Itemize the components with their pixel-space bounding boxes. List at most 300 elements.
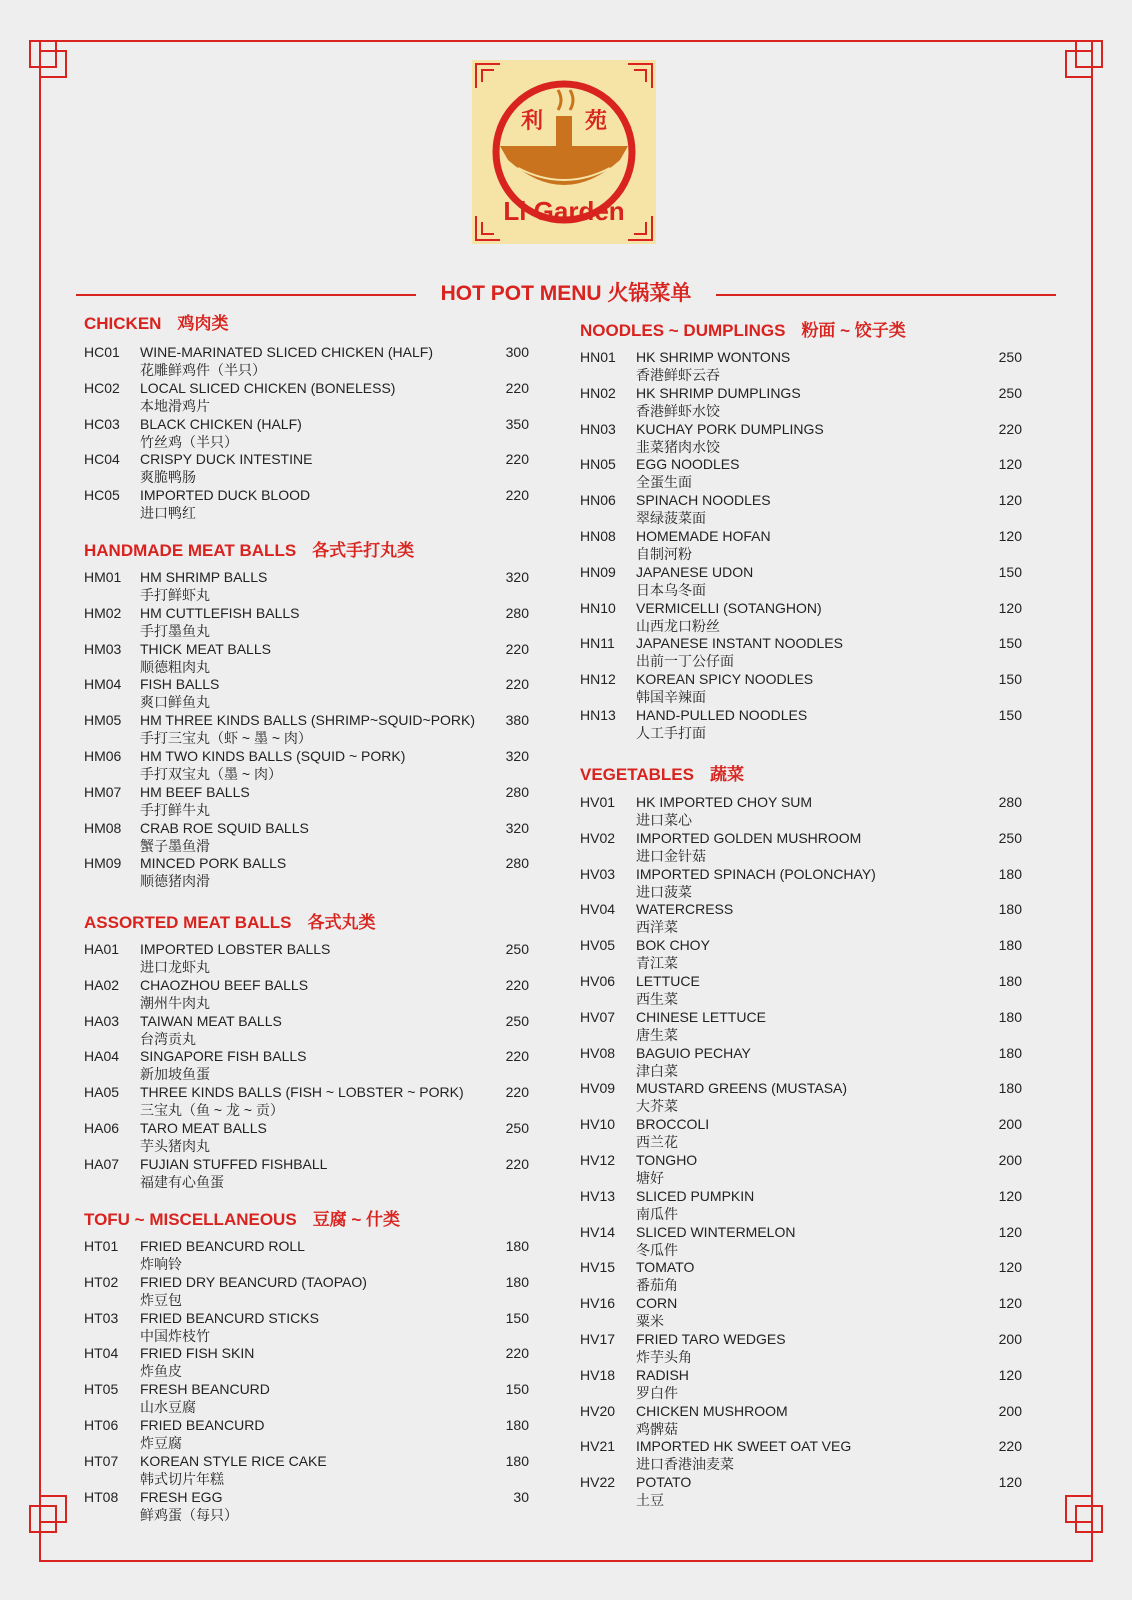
item-name-en: IMPORTED GOLDEN MUSHROOM — [636, 829, 862, 846]
menu-item — [84, 940, 529, 976]
item-code: HV21 — [580, 1438, 616, 1455]
item-price: 320 — [505, 819, 529, 836]
menu-item — [580, 972, 1022, 1008]
item-code: HT07 — [84, 1452, 119, 1469]
menu-item — [84, 1083, 529, 1119]
corner-ornament-bottom-right — [1065, 1495, 1103, 1533]
item-price: 250 — [998, 829, 1022, 846]
item-code: HM08 — [84, 819, 122, 836]
item-price: 180 — [998, 1080, 1022, 1097]
item-code: HV18 — [580, 1366, 616, 1383]
item-code: HV17 — [580, 1331, 616, 1347]
item-code: HN09 — [580, 563, 616, 580]
menu-item — [580, 1330, 1022, 1366]
item-code: HT01 — [84, 1238, 119, 1254]
item-price: 350 — [505, 415, 529, 432]
item-name-zh: 大芥菜 — [636, 1098, 678, 1115]
item-price: 200 — [998, 1152, 1022, 1168]
menu-item — [580, 420, 1022, 456]
item-name-en: CHAOZHOU BEEF BALLS — [140, 976, 309, 993]
item-name-zh: 手打三宝丸（虾 ~ 墨 ~ 肉） — [140, 730, 312, 747]
item-name-zh: 翠绿菠菜面 — [636, 510, 706, 527]
item-price: 180 — [998, 973, 1022, 989]
section-title-vegetables — [580, 764, 744, 786]
corner-ornament-bottom-left — [29, 1495, 67, 1533]
item-name-zh: 芋头猪肉丸 — [140, 1138, 210, 1154]
item-name-en: KUCHAY PORK DUMPLINGS — [636, 420, 824, 437]
item-name-zh: 山西龙口粉丝 — [636, 617, 720, 634]
section-title-zh: 豆腐 ~ 什类 — [312, 1210, 401, 1229]
item-name-en: THREE KINDS BALLS (FISH ~ LOBSTER ~ PORK) — [140, 1084, 464, 1101]
item-price: 120 — [998, 1259, 1022, 1276]
item-code: HM02 — [84, 604, 122, 621]
menu-item — [580, 865, 1022, 901]
menu-item — [84, 1452, 529, 1488]
item-code: HT04 — [84, 1345, 119, 1362]
menu-item — [580, 1151, 1022, 1187]
menu-item — [84, 450, 529, 486]
item-name-en: HM THREE KINDS BALLS (SHRIMP~SQUID~PORK) — [140, 712, 476, 729]
item-code: HN13 — [580, 707, 616, 723]
menu-item — [580, 1008, 1022, 1044]
menu-item — [84, 1237, 529, 1273]
item-price: 320 — [505, 569, 529, 585]
menu-item — [84, 747, 529, 783]
section-title-tofu — [84, 1209, 400, 1231]
page-title: HOT POT MENU 火锅菜单 — [431, 282, 702, 305]
item-price: 180 — [505, 1238, 529, 1254]
item-price: 280 — [505, 783, 529, 800]
item-price: 250 — [505, 1120, 529, 1136]
item-name-en: BAGUIO PECHAY — [636, 1044, 751, 1061]
item-name-en: FRIED BEANCURD STICKS — [140, 1309, 319, 1326]
item-name-zh: 韩式切片年糕 — [140, 1470, 224, 1487]
menu-item — [84, 1344, 529, 1380]
item-price: 120 — [998, 1366, 1022, 1383]
item-price: 200 — [998, 1402, 1022, 1419]
item-price: 180 — [998, 937, 1022, 954]
item-name-en: SLICED PUMPKIN — [636, 1187, 755, 1204]
item-name-en: CRISPY DUCK INTESTINE — [140, 451, 313, 468]
item-name-zh: 西洋菜 — [636, 919, 678, 936]
menu-item — [84, 1488, 529, 1524]
item-price: 180 — [998, 1008, 1022, 1025]
item-price: 250 — [998, 384, 1022, 401]
section-title-assorted — [84, 912, 375, 934]
section-title-zh: 粉面 ~ 饺子类 — [801, 321, 906, 340]
section-title-zh: 各式手打丸类 — [312, 541, 415, 560]
item-name-zh: 青江菜 — [636, 955, 678, 972]
item-price: 220 — [505, 379, 529, 396]
item-name-zh: 鲜鸡蛋（每只） — [140, 1506, 238, 1523]
item-name-en: FRIED FISH SKIN — [140, 1345, 255, 1362]
item-code: HT06 — [84, 1417, 119, 1433]
menu-item — [84, 1380, 529, 1416]
item-name-en: SINGAPORE FISH BALLS — [140, 1048, 307, 1065]
item-code: HN05 — [580, 456, 616, 473]
item-name-en: EGG NOODLES — [636, 456, 740, 473]
item-name-en: HK SHRIMP WONTONS — [636, 349, 791, 365]
section-title-en: ASSORTED MEAT BALLS — [84, 913, 292, 932]
item-name-zh: 中国炸枝竹 — [140, 1327, 210, 1344]
menu-item — [84, 854, 529, 890]
menu-item — [84, 1416, 529, 1452]
item-name-en: HM TWO KINDS BALLS (SQUID ~ PORK) — [140, 748, 406, 764]
menu-item — [580, 1294, 1022, 1330]
menu-item — [580, 1258, 1022, 1294]
item-code: HC02 — [84, 379, 120, 396]
item-name-zh: 进口鸭红 — [140, 505, 196, 522]
item-price: 30 — [513, 1488, 529, 1505]
item-name-zh: 炸豆包 — [140, 1291, 182, 1308]
item-name-en: IMPORTED DUCK BLOOD — [140, 487, 311, 504]
item-price: 280 — [998, 794, 1022, 810]
menu-item — [580, 634, 1022, 670]
item-price: 120 — [998, 492, 1022, 509]
item-code: HM03 — [84, 640, 122, 657]
item-price: 220 — [998, 420, 1022, 437]
item-name-en: HK IMPORTED CHOY SUM — [636, 794, 813, 810]
item-name-en: TARO MEAT BALLS — [140, 1120, 267, 1136]
item-name-en: WATERCRESS — [636, 901, 734, 918]
menu-item — [580, 563, 1022, 599]
item-name-zh: 炸芋头角 — [636, 1349, 692, 1365]
item-name-zh: 津白菜 — [636, 1062, 678, 1079]
corner-ornament-top-right — [1065, 40, 1103, 78]
item-code: HN01 — [580, 349, 616, 365]
item-code: HT03 — [84, 1309, 119, 1326]
item-code: HV02 — [580, 829, 616, 846]
item-price: 250 — [998, 349, 1022, 365]
item-name-en: HM SHRIMP BALLS — [140, 569, 268, 585]
item-price: 150 — [998, 635, 1022, 652]
item-code: HT02 — [84, 1273, 119, 1290]
item-name-en: HAND-PULLED NOODLES — [636, 707, 808, 723]
item-price: 120 — [998, 528, 1022, 544]
item-name-zh: 炸响铃 — [140, 1256, 182, 1272]
item-code: HV15 — [580, 1259, 616, 1276]
menu-item — [580, 491, 1022, 527]
item-price: 180 — [998, 901, 1022, 918]
item-name-en: TAIWAN MEAT BALLS — [140, 1012, 282, 1029]
item-price: 150 — [998, 671, 1022, 688]
menu-item — [84, 640, 529, 676]
item-price: 250 — [505, 1012, 529, 1029]
menu-item — [580, 1366, 1022, 1402]
menu-item — [580, 670, 1022, 706]
item-code: HN10 — [580, 599, 616, 616]
item-name-zh: 人工手打面 — [636, 725, 706, 741]
item-name-zh: 罗白件 — [636, 1384, 678, 1401]
section-title-en: TOFU ~ MISCELLANEOUS — [84, 1210, 297, 1229]
menu-item — [580, 829, 1022, 865]
item-code: HV03 — [580, 865, 616, 882]
item-code: HV12 — [580, 1152, 616, 1168]
item-code: HV05 — [580, 937, 616, 954]
item-name-en: KOREAN STYLE RICE CAKE — [140, 1452, 327, 1469]
item-name-zh: 番茄角 — [636, 1277, 678, 1294]
item-code: HM01 — [84, 569, 122, 585]
menu-item — [84, 604, 529, 640]
item-price: 220 — [505, 1048, 529, 1065]
item-price: 120 — [998, 456, 1022, 473]
menu-item — [580, 1187, 1022, 1223]
item-name-en: THICK MEAT BALLS — [140, 640, 271, 657]
item-name-zh: 自制河粉 — [636, 546, 692, 562]
menu-item — [580, 1437, 1022, 1473]
item-name-zh: 本地滑鸡片 — [140, 397, 210, 414]
item-name-zh: 手打墨鱼丸 — [140, 622, 210, 639]
menu-item — [580, 1223, 1022, 1259]
item-price: 180 — [505, 1452, 529, 1469]
item-name-en: BROCCOLI — [636, 1116, 710, 1133]
item-name-zh: 爽口鲜鱼丸 — [140, 694, 210, 711]
menu-item — [580, 1079, 1022, 1115]
item-name-zh: 手打鲜虾丸 — [140, 587, 210, 603]
item-name-en: CHICKEN MUSHROOM — [636, 1402, 788, 1419]
item-code: HA03 — [84, 1012, 120, 1029]
item-name-zh: 炸豆腐 — [140, 1435, 182, 1451]
item-price: 200 — [998, 1116, 1022, 1133]
item-name-en: CRAB ROE SQUID BALLS — [140, 819, 309, 836]
menu-item — [84, 1273, 529, 1309]
menu-item — [580, 900, 1022, 936]
item-price: 150 — [505, 1309, 529, 1326]
item-code: HV04 — [580, 901, 616, 918]
item-name-en: VERMICELLI (SOTANGHON) — [636, 599, 822, 616]
item-name-zh: 福建有心鱼蛋 — [140, 1173, 224, 1190]
item-code: HM07 — [84, 783, 122, 800]
item-name-zh: 潮州牛肉丸 — [140, 994, 210, 1011]
item-name-en: HM BEEF BALLS — [140, 783, 250, 800]
item-code: HV06 — [580, 973, 616, 989]
item-code: HN11 — [580, 635, 615, 652]
menu-item — [84, 379, 529, 415]
item-code: HN06 — [580, 492, 616, 509]
section-title-handmade — [84, 540, 414, 562]
menu-item — [580, 527, 1022, 563]
item-name-zh: 爽脆鸭肠 — [140, 469, 196, 486]
menu-item — [580, 455, 1022, 491]
item-code: HV07 — [580, 1008, 616, 1025]
item-code: HC04 — [84, 451, 120, 468]
item-name-en: IMPORTED HK SWEET OAT VEG — [636, 1438, 852, 1455]
item-name-zh: 土豆 — [636, 1492, 664, 1509]
item-code: HT08 — [84, 1488, 119, 1505]
item-name-en: KOREAN SPICY NOODLES — [636, 671, 814, 688]
item-price: 150 — [998, 707, 1022, 723]
menu-item — [580, 1473, 1022, 1509]
item-name-en: POTATO — [636, 1474, 692, 1491]
item-name-zh: 韭菜猪肉水饺 — [636, 438, 720, 455]
item-code: HC05 — [84, 487, 120, 504]
item-price: 220 — [505, 487, 529, 504]
item-name-zh: 进口金针菇 — [636, 847, 706, 864]
item-price: 200 — [998, 1331, 1022, 1347]
item-price: 220 — [505, 1345, 529, 1362]
section-title-zh: 鸡肉类 — [177, 314, 229, 333]
menu-item — [580, 384, 1022, 420]
menu-item — [84, 1119, 529, 1155]
item-price: 220 — [505, 451, 529, 468]
menu-heading — [76, 280, 1056, 308]
item-name-en: IMPORTED SPINACH (POLONCHAY) — [636, 865, 876, 882]
item-code: HA06 — [84, 1120, 120, 1136]
item-code: HA05 — [84, 1084, 120, 1101]
menu-item — [84, 675, 529, 711]
item-name-zh: 花雕鲜鸡件（半只） — [140, 362, 266, 378]
item-name-zh: 蟹子墨鱼滑 — [140, 837, 210, 854]
item-name-en: RADISH — [636, 1366, 689, 1383]
item-name-en: LOCAL SLICED CHICKEN (BONELESS) — [140, 379, 396, 396]
item-name-en: FRIED BEANCURD — [140, 1417, 265, 1433]
item-price: 300 — [505, 344, 529, 360]
item-code: HV13 — [580, 1187, 616, 1204]
item-price: 220 — [505, 976, 529, 993]
item-code: HA07 — [84, 1155, 120, 1172]
item-name-zh: 竹丝鸡（半只） — [140, 433, 238, 450]
item-code: HT05 — [84, 1381, 119, 1398]
menu-item — [580, 1402, 1022, 1438]
item-name-zh: 鸡髀菇 — [636, 1420, 678, 1437]
item-code: HM06 — [84, 748, 122, 764]
item-name-en: FISH BALLS — [140, 676, 220, 693]
item-name-en: BOK CHOY — [636, 937, 710, 954]
section-title-en: CHICKEN — [84, 314, 162, 333]
item-price: 380 — [505, 712, 529, 729]
item-price: 220 — [505, 1155, 529, 1172]
item-name-zh: 唐生菜 — [636, 1026, 678, 1043]
menu-item — [84, 486, 529, 522]
item-name-zh: 香港鲜虾水饺 — [636, 402, 720, 419]
item-price: 180 — [505, 1417, 529, 1433]
section-title-en: NOODLES ~ DUMPLINGS — [580, 321, 786, 340]
menu-item — [84, 819, 529, 855]
item-name-en: MUSTARD GREENS (MUSTASA) — [636, 1080, 848, 1097]
item-name-zh: 西兰花 — [636, 1134, 678, 1151]
item-code: HV20 — [580, 1402, 616, 1419]
menu-item — [84, 1155, 529, 1191]
item-price: 120 — [998, 599, 1022, 616]
logo-chinese-char-1: 利 — [520, 109, 544, 134]
item-name-zh: 新加坡鱼蛋 — [140, 1066, 210, 1083]
item-code: HA01 — [84, 941, 120, 957]
item-code: HV16 — [580, 1295, 616, 1312]
item-price: 180 — [998, 865, 1022, 882]
item-name-zh: 顺德猪肉滑 — [140, 873, 210, 890]
item-name-en: FRESH EGG — [140, 1488, 223, 1505]
menu-item — [580, 793, 1022, 829]
item-name-zh: 冬瓜件 — [636, 1241, 678, 1258]
item-name-zh: 手打双宝丸（墨 ~ 肉） — [140, 766, 282, 782]
item-code: HV08 — [580, 1044, 616, 1061]
item-price: 280 — [505, 604, 529, 621]
section-title-chicken — [84, 313, 228, 335]
item-code: HV22 — [580, 1474, 616, 1491]
item-name-en: HK SHRIMP DUMPLINGS — [636, 384, 801, 401]
logo-chinese-char-2: 苑 — [584, 109, 608, 134]
item-price: 220 — [505, 1084, 529, 1101]
item-name-zh: 香港鲜虾云吞 — [636, 367, 720, 383]
menu-item — [84, 976, 529, 1012]
item-name-zh: 粟米 — [636, 1313, 664, 1330]
item-code: HV14 — [580, 1223, 616, 1240]
menu-item — [580, 936, 1022, 972]
item-name-en: IMPORTED LOBSTER BALLS — [140, 941, 331, 957]
item-code: HN12 — [580, 671, 616, 688]
section-title-noodles — [580, 320, 906, 342]
menu-item — [580, 599, 1022, 635]
item-price: 220 — [998, 1438, 1022, 1455]
menu-item — [84, 343, 529, 379]
item-name-en: FRIED BEANCURD ROLL — [140, 1238, 305, 1254]
item-name-en: SLICED WINTERMELON — [636, 1223, 796, 1240]
item-price: 120 — [998, 1295, 1022, 1312]
item-name-en: BLACK CHICKEN (HALF) — [140, 415, 302, 432]
corner-ornament-top-left — [29, 40, 67, 78]
item-price: 180 — [505, 1273, 529, 1290]
item-name-zh: 顺德粗肉丸 — [140, 658, 210, 675]
item-name-zh: 西生菜 — [636, 991, 678, 1007]
item-name-zh: 出前一丁公仔面 — [636, 653, 734, 670]
menu-item — [84, 783, 529, 819]
item-code: HN03 — [580, 420, 616, 437]
section-title-en: HANDMADE MEAT BALLS — [84, 541, 297, 560]
item-name-en: FRIED DRY BEANCURD (TAOPAO) — [140, 1273, 367, 1290]
item-code: HC01 — [84, 344, 120, 360]
item-code: HM04 — [84, 676, 122, 693]
menu-item — [580, 1115, 1022, 1151]
item-name-zh: 山水豆腐 — [140, 1399, 196, 1416]
item-code: HV09 — [580, 1080, 616, 1097]
item-name-en: CORN — [636, 1295, 678, 1312]
item-price: 320 — [505, 748, 529, 764]
item-name-zh: 手打鲜牛丸 — [140, 801, 210, 818]
menu-item — [580, 1044, 1022, 1080]
item-name-zh: 进口龙虾丸 — [140, 959, 210, 975]
item-name-zh: 日本乌冬面 — [636, 581, 706, 598]
menu-item — [84, 568, 529, 604]
menu-item — [84, 1047, 529, 1083]
item-code: HC03 — [84, 415, 120, 432]
item-code: HN02 — [580, 384, 616, 401]
item-code: HA04 — [84, 1048, 120, 1065]
item-name-en: WINE-MARINATED SLICED CHICKEN (HALF) — [140, 344, 433, 360]
item-price: 120 — [998, 1223, 1022, 1240]
item-name-en: HM CUTTLEFISH BALLS — [140, 604, 300, 621]
item-name-en: TONGHO — [636, 1152, 698, 1168]
section-title-zh: 蔬菜 — [709, 765, 744, 784]
item-name-zh: 炸鱼皮 — [140, 1363, 182, 1380]
item-price: 220 — [505, 640, 529, 657]
item-name-zh: 南瓜件 — [636, 1205, 678, 1222]
menu-item — [84, 1309, 529, 1345]
item-code: HN08 — [580, 528, 616, 544]
item-name-en: FRESH BEANCURD — [140, 1381, 270, 1398]
item-price: 250 — [505, 941, 529, 957]
item-name-zh: 进口菠菜 — [636, 883, 692, 900]
item-name-zh: 塘好 — [636, 1170, 664, 1186]
item-price: 150 — [505, 1381, 529, 1398]
item-code: HM05 — [84, 712, 122, 729]
item-name-en: CHINESE LETTUCE — [636, 1008, 766, 1025]
item-price: 150 — [998, 563, 1022, 580]
item-price: 180 — [998, 1044, 1022, 1061]
item-name-zh: 进口香港油麦菜 — [636, 1456, 734, 1473]
item-price: 220 — [505, 676, 529, 693]
item-name-zh: 台湾贡丸 — [140, 1030, 196, 1047]
item-name-en: TOMATO — [636, 1259, 695, 1276]
